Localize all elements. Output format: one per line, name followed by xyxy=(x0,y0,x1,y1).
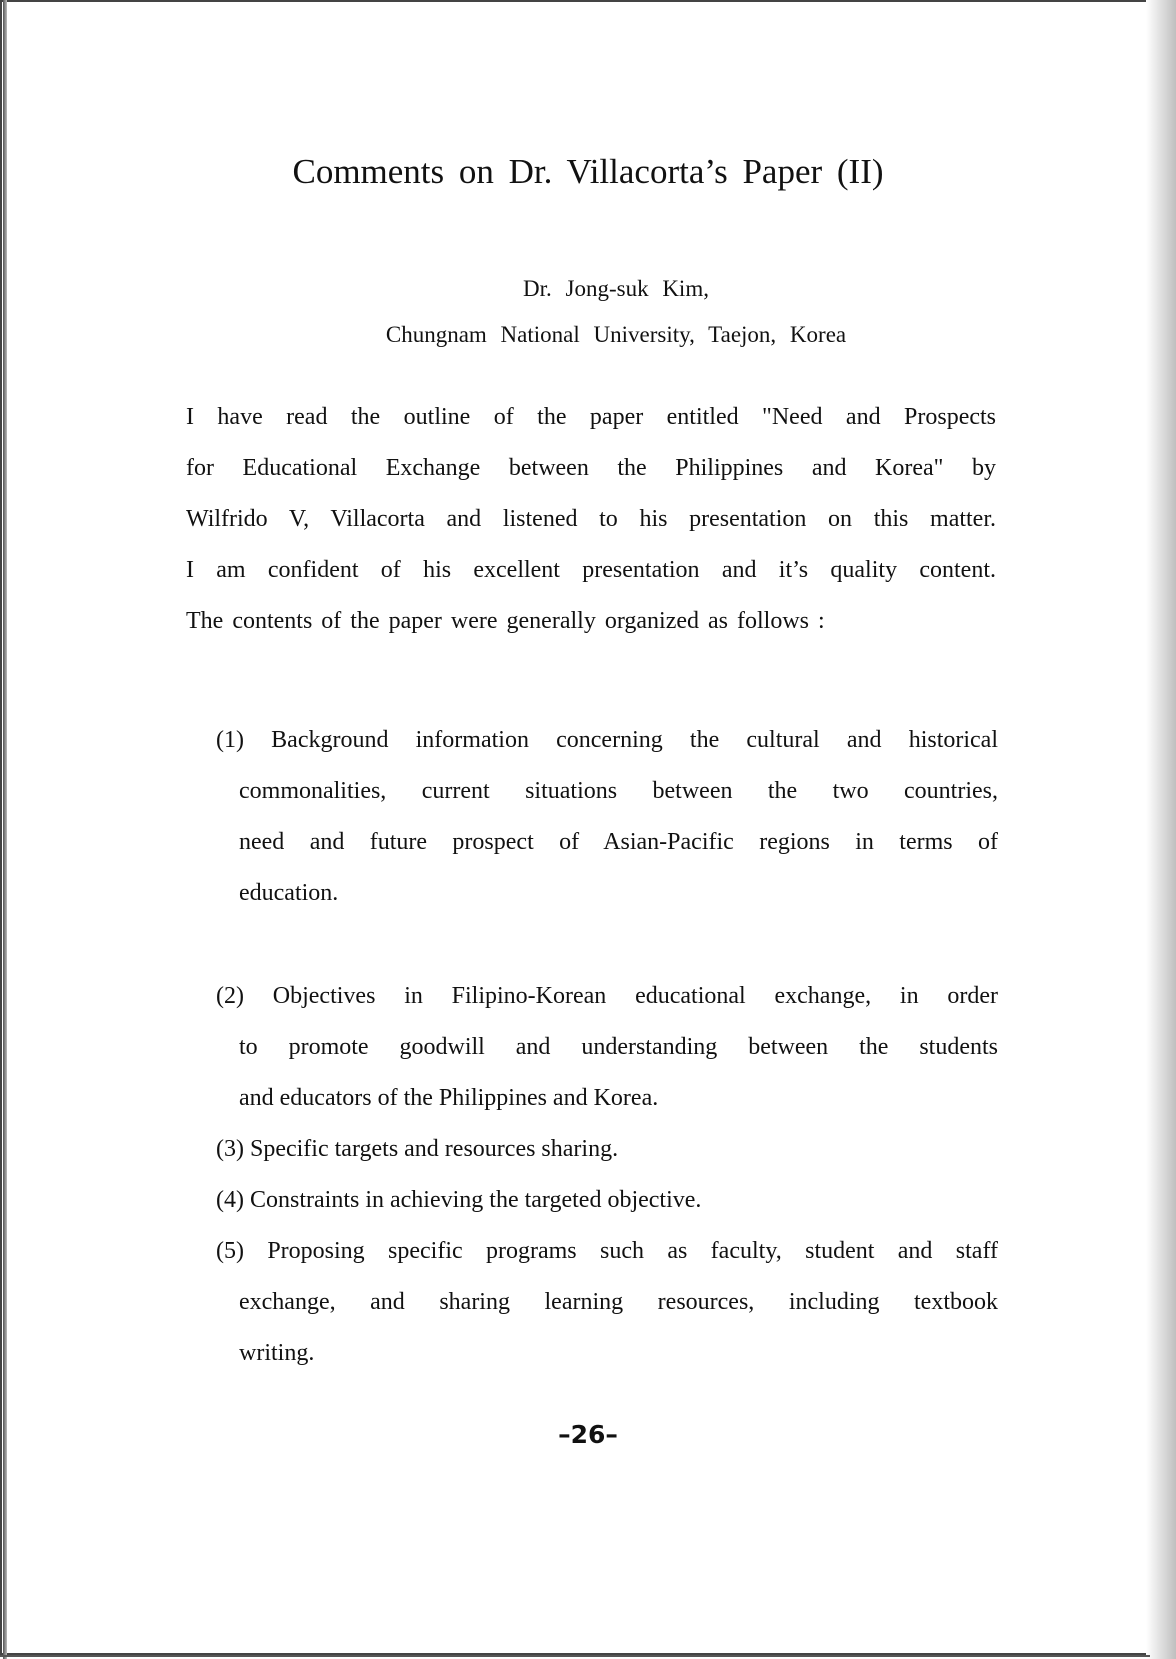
intro-line: for Educational Exchange between the Philippines and Korea" by xyxy=(186,455,996,481)
page-number: –26– xyxy=(558,1420,618,1449)
list-item-4 xyxy=(216,1175,998,1226)
intro-line: I have read the outline of the paper entitled "Need and Prospects xyxy=(186,404,996,430)
list-line: need and future prospect of Asian-Pacific regions in terms of xyxy=(239,829,998,855)
intro-line: Wilfrido V, Villacorta and listened to his presentation on this matter. xyxy=(186,506,996,532)
list-line: (2) Objectives in Filipino-Korean educational exchange, in order xyxy=(216,983,998,1009)
list-item-1 xyxy=(216,715,998,919)
list-line: (4) Constraints in achieving the targeted objective. xyxy=(216,1187,702,1213)
list-line: education. xyxy=(239,880,339,906)
list-line: writing. xyxy=(239,1340,315,1366)
list-line: (5) Proposing specific programs such as faculty, student and staff xyxy=(216,1238,998,1264)
author-affiliation: Chungnam National University, Taejon, Korea xyxy=(385,322,847,347)
list-line: and educators of the Philippines and Korea. xyxy=(239,1085,659,1111)
document-title: Comments on Dr. Villacorta’s Paper (II) xyxy=(292,152,884,191)
author-name: Dr. Jong-suk Kim, xyxy=(523,276,709,301)
list-line: exchange, and sharing learning resources, including textbook xyxy=(239,1289,998,1315)
list-item-5 xyxy=(216,1226,998,1379)
intro-line: I am confident of his excellent presentation and it’s quality content. xyxy=(186,557,996,583)
list-item-2 xyxy=(216,971,998,1124)
list-line: commonalities, current situations between the two countries, xyxy=(239,778,998,804)
list-item-3 xyxy=(216,1124,998,1175)
list-line: (3) Specific targets and resources sharing. xyxy=(216,1136,619,1162)
list-line: (1) Background information concerning the cultural and historical xyxy=(216,727,998,753)
list-line: to promote goodwill and understanding between the students xyxy=(239,1034,998,1060)
intro-line: The contents of the paper were generally organized as follows : xyxy=(186,608,825,634)
page-left-edge xyxy=(3,0,7,1659)
page-right-shadow xyxy=(1146,0,1176,1659)
page-bottom-edge xyxy=(0,1655,1150,1657)
intro-paragraph xyxy=(186,392,996,647)
